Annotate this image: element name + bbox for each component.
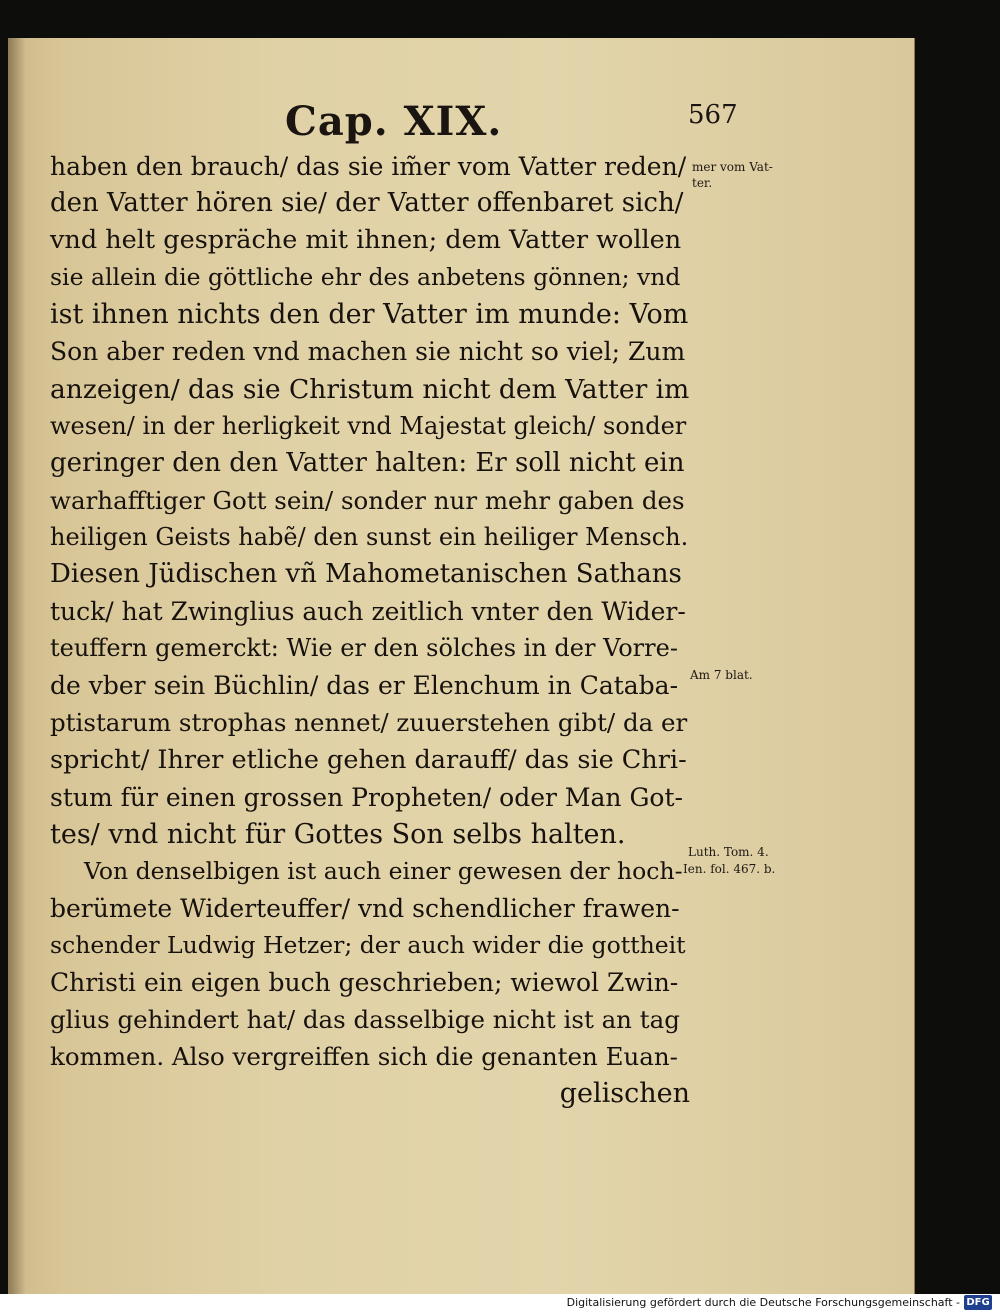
margin-note: ter.	[692, 176, 713, 190]
margin-note: Am 7 blat.	[690, 668, 753, 682]
page-number: 567	[688, 100, 738, 130]
text-line: sie allein die göttliche ehr des anbetens gönnen; vnd	[50, 263, 681, 292]
margin-note: Luth. Tom. 4.	[688, 845, 769, 859]
body-text	[50, 148, 690, 1112]
text-line: kommen. Also vergreiffen sich die genanten Euan-	[50, 1042, 678, 1072]
text-line: ist ihnen nichts den der Vatter im munde: Vom	[50, 299, 689, 331]
text-line: tuck/ hat Zwinglius auch zeitlich vnter den Wider-	[50, 597, 686, 627]
footer-bar	[0, 1294, 1000, 1313]
text-line: wesen/ in der herligkeit vnd Majestat gleich/ sonder	[50, 411, 687, 440]
text-line: stum für einen grossen Propheten/ oder Man Got-	[50, 782, 683, 812]
text-line: ptistarum strophas nennet/ zuuerstehen gibt/ da er	[50, 708, 688, 738]
text-line: Von denselbigen ist auch einer gewesen der hoch-	[84, 856, 683, 885]
text-line: den Vatter hören sie/ der Vatter offenbaret sich/	[50, 188, 684, 219]
text-line: schender Ludwig Hetzer; der auch wider die gottheit	[50, 930, 686, 959]
text-line: glius gehindert hat/ das dasselbige nicht ist an tag	[50, 1005, 680, 1035]
text-line: teuffern gemerckt: Wie er den sölches in der Vorre-	[50, 634, 678, 663]
text-line: heiligen Geists habẽ/ den sunst ein heiliger Mensch.	[50, 522, 689, 551]
text-line: berümete Widerteuffer/ vnd schendlicher frawen-	[50, 893, 680, 923]
text-line: Son aber reden vnd machen sie nicht so viel; Zum	[50, 337, 686, 367]
dfg-logo: DFG	[964, 1295, 992, 1310]
text-line: geringer den den Vatter halten: Er soll nicht ein	[50, 447, 685, 478]
text-line: de vber sein Büchlin/ das er Elenchum in Cataba-	[50, 671, 679, 701]
text-line: anzeigen/ das sie Christum nicht dem Vatter im	[50, 373, 690, 405]
chapter-heading: Cap. XIX.	[285, 98, 503, 145]
margin-note: Ien. fol. 467. b.	[683, 862, 776, 876]
footer-credit: Digitalisierung gefördert durch die Deutsche Forschungsgemeinschaft -	[566, 1296, 960, 1309]
text-line: spricht/ Ihrer etliche gehen darauff/ das sie Chri-	[50, 744, 687, 775]
catchword: gelischen	[559, 1078, 690, 1110]
text-line: Christi ein eigen buch geschrieben; wiewol Zwin-	[50, 968, 679, 998]
text-line: Diesen Jüdischen vñ Mahometanischen Sathans	[50, 559, 682, 590]
text-line: tes/ vnd nicht für Gottes Son selbs halten.	[50, 818, 626, 850]
text-line: vnd helt gespräche mit ihnen; dem Vatter wollen	[50, 225, 682, 256]
text-line: warhafftiger Gott sein/ sonder nur mehr gaben des	[50, 485, 685, 515]
text-line: haben den brauch/ das sie im̃er vom Vatter reden/	[50, 152, 687, 181]
margin-note: mer vom Vat-	[692, 160, 773, 174]
